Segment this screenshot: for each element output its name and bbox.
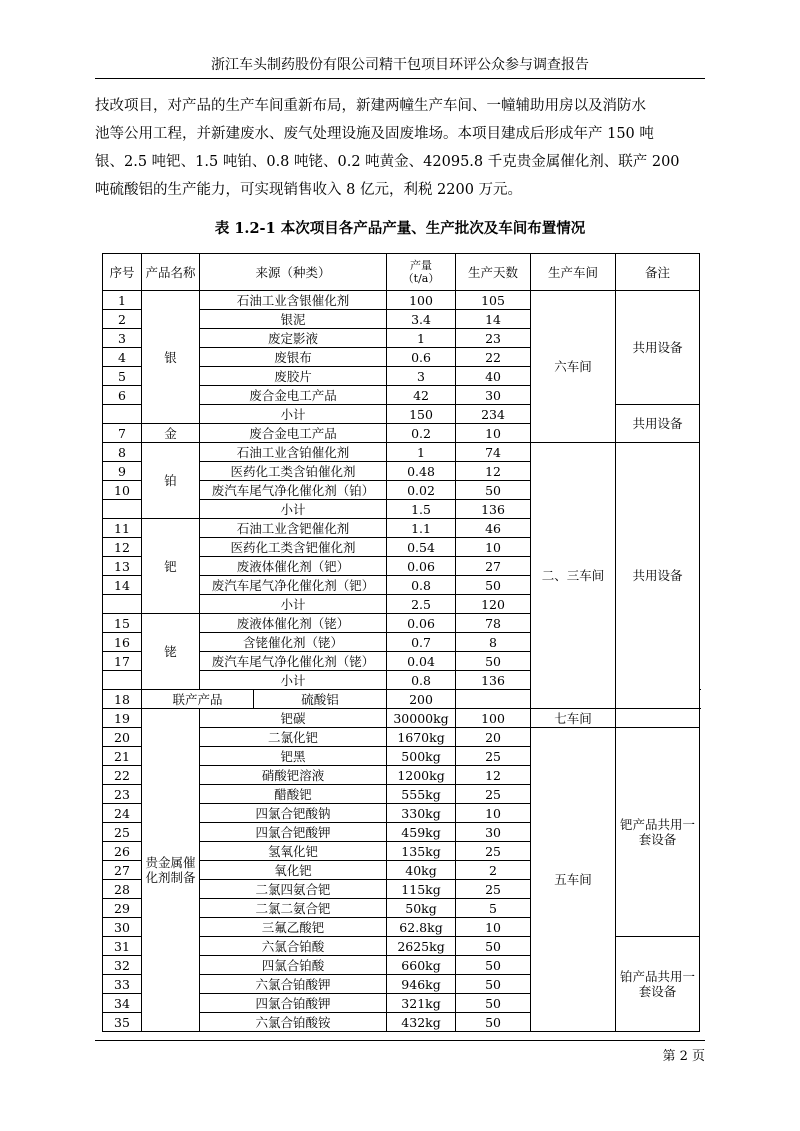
cell-days: 50 (456, 994, 531, 1013)
cell-output: 200 (387, 690, 456, 709)
cell-output: 1200kg (387, 766, 456, 785)
cell-no: 30 (103, 918, 142, 937)
cell-output: 0.06 (387, 614, 456, 633)
cell-source: 废汽车尾气净化催化剂（铑） (200, 652, 387, 671)
footer-rule (95, 1040, 705, 1041)
cell-days: 136 (456, 500, 531, 519)
cell-source: 废合金电工产品 (200, 424, 387, 443)
cell-no: 26 (103, 842, 142, 861)
cell-source: 废胶片 (200, 367, 387, 386)
cell-output: 135kg (387, 842, 456, 861)
cell-source: 石油工业含铂催化剂 (200, 443, 387, 462)
cell-product-group: 铑 (142, 614, 200, 690)
cell-no: 34 (103, 994, 142, 1013)
cell-source: 四氯合钯酸钾 (200, 823, 387, 842)
cell-product-group: 银 (142, 291, 200, 424)
header-cell-source: 来源（种类） (200, 254, 387, 291)
page-header: 浙江车头制药股份有限公司精干包项目环评公众参与调查报告 (211, 57, 589, 73)
cell-days: 25 (456, 785, 531, 804)
cell-workshop: 七车间 (531, 709, 616, 728)
cell-no: 23 (103, 785, 142, 804)
cell-days: 40 (456, 367, 531, 386)
cell-source: 银泥 (200, 310, 387, 329)
cell-source: 钯黑 (200, 747, 387, 766)
cell-output: 555kg (387, 785, 456, 804)
cell-no: 27 (103, 861, 142, 880)
cell-output: 946kg (387, 975, 456, 994)
cell-no: 28 (103, 880, 142, 899)
cell-product-group: 联产产品 (142, 690, 254, 709)
cell-source: 六氯合铂酸钾 (200, 975, 387, 994)
cell-output: 459kg (387, 823, 456, 842)
cell-output: 660kg (387, 956, 456, 975)
header-cell-product: 产品名称 (142, 254, 200, 291)
cell-no: 19 (103, 709, 142, 728)
cell-product-group: 钯 (142, 519, 200, 614)
cell-days: 50 (456, 1013, 531, 1032)
production-table (102, 253, 700, 1032)
cell-days: 10 (456, 804, 531, 823)
header-cell-workshop: 生产车间 (531, 254, 616, 291)
cell-source: 废合金电工产品 (200, 386, 387, 405)
paragraph-line: 技改项目，对产品的生产车间重新布局，新建两幢生产车间、一幢辅助用房以及消防水 (95, 98, 646, 114)
cell-product-group: 贵金属催化剂制备 (142, 709, 200, 1032)
cell-source: 醋酸钯 (200, 785, 387, 804)
cell-workshop: 五车间 (531, 728, 616, 1032)
cell-workshop: 六车间 (531, 291, 616, 443)
cell-no: 9 (103, 462, 142, 481)
cell-output: 100 (387, 291, 456, 310)
paragraph-line: 银、2.5 吨钯、1.5 吨铂、0.8 吨铑、0.2 吨黄金、42095.8 千克贵金属催化剂、联产 200 (95, 154, 680, 170)
cell-output: 1 (387, 443, 456, 462)
cell-output: 62.8kg (387, 918, 456, 937)
cell-output: 50kg (387, 899, 456, 918)
cell-output: 40kg (387, 861, 456, 880)
cell-source: 医药化工类含钯催化剂 (200, 538, 387, 557)
cell-source: 二氯二氨合钯 (200, 899, 387, 918)
cell-no: 18 (103, 690, 142, 709)
cell-days: 74 (456, 443, 531, 462)
cell-remark: 共用设备 (616, 405, 700, 443)
cell-no: 17 (103, 652, 142, 671)
cell-days: 78 (456, 614, 531, 633)
cell-source: 二氯四氨合钯 (200, 880, 387, 899)
cell-source: 废液体催化剂（钯） (200, 557, 387, 576)
cell-days: 120 (456, 595, 531, 614)
cell-output: 321kg (387, 994, 456, 1013)
cell-output: 1670kg (387, 728, 456, 747)
cell-days: 12 (456, 462, 531, 481)
paragraph-line: 吨硫酸铝的生产能力，可实现销售收入 8 亿元，利税 2200 万元。 (95, 182, 523, 198)
cell-no: 6 (103, 386, 142, 405)
cell-source: 六氯合铂酸 (200, 937, 387, 956)
cell-workshop: 二、三车间 (531, 443, 616, 709)
cell-remark: 钯产品共用一套设备 (616, 728, 700, 937)
table-row (103, 291, 700, 310)
cell-source: 石油工业含钯催化剂 (200, 519, 387, 538)
cell-output: 0.02 (387, 481, 456, 500)
cell-source: 小计 (200, 671, 387, 690)
cell-no: 1 (103, 291, 142, 310)
cell-source: 废定影液 (200, 329, 387, 348)
cell-days: 25 (456, 880, 531, 899)
cell-no: 5 (103, 367, 142, 386)
cell-no (103, 595, 142, 614)
cell-output: 2625kg (387, 937, 456, 956)
cell-no: 25 (103, 823, 142, 842)
cell-output: 432kg (387, 1013, 456, 1032)
cell-days: 10 (456, 424, 531, 443)
cell-days: 20 (456, 728, 531, 747)
cell-no: 13 (103, 557, 142, 576)
cell-output: 30000kg (387, 709, 456, 728)
header-rule (95, 78, 705, 79)
cell-no: 16 (103, 633, 142, 652)
cell-no: 10 (103, 481, 142, 500)
output-unit: （t/a） (402, 272, 440, 285)
cell-output: 0.54 (387, 538, 456, 557)
cell-days: 2 (456, 861, 531, 880)
cell-no: 4 (103, 348, 142, 367)
cell-source: 废汽车尾气净化催化剂（钯） (200, 576, 387, 595)
cell-product-group: 金 (142, 424, 200, 443)
cell-no: 11 (103, 519, 142, 538)
cell-no: 33 (103, 975, 142, 994)
table-row (103, 709, 700, 728)
cell-no: 3 (103, 329, 142, 348)
cell-days (456, 690, 531, 709)
cell-output: 0.04 (387, 652, 456, 671)
cell-no: 31 (103, 937, 142, 956)
cell-days: 25 (456, 747, 531, 766)
cell-no: 32 (103, 956, 142, 975)
page-number: 第 2 页 (662, 1049, 705, 1064)
cell-source: 四氯合铂酸钾 (200, 994, 387, 1013)
cell-source: 废液体催化剂（铑） (200, 614, 387, 633)
cell-output: 0.8 (387, 671, 456, 690)
cell-days: 23 (456, 329, 531, 348)
cell-days: 12 (456, 766, 531, 785)
cell-no: 2 (103, 310, 142, 329)
cell-output: 500kg (387, 747, 456, 766)
cell-remark (616, 709, 700, 728)
table-caption: 表 1.2-1 本次项目各产品产量、生产批次及车间布置情况 (214, 220, 586, 237)
cell-remark: 铂产品共用一套设备 (616, 937, 700, 1032)
cell-days: 10 (456, 918, 531, 937)
cell-output: 0.2 (387, 424, 456, 443)
cell-no: 15 (103, 614, 142, 633)
cell-source: 医药化工类含铂催化剂 (200, 462, 387, 481)
cell-days: 5 (456, 899, 531, 918)
cell-days: 234 (456, 405, 531, 424)
cell-source: 氧化钯 (200, 861, 387, 880)
cell-output: 0.48 (387, 462, 456, 481)
cell-days: 30 (456, 386, 531, 405)
cell-source: 硝酸钯溶液 (200, 766, 387, 785)
cell-no (103, 671, 142, 690)
table-row (103, 443, 700, 462)
cell-output: 0.8 (387, 576, 456, 595)
cell-days: 50 (456, 937, 531, 956)
cell-output: 0.06 (387, 557, 456, 576)
cell-no: 12 (103, 538, 142, 557)
cell-days: 50 (456, 576, 531, 595)
cell-output: 3.4 (387, 310, 456, 329)
body-paragraph (95, 92, 707, 204)
cell-source: 小计 (200, 405, 387, 424)
cell-no (103, 405, 142, 424)
cell-source: 含铑催化剂（铑） (200, 633, 387, 652)
cell-no: 35 (103, 1013, 142, 1032)
cell-no (103, 500, 142, 519)
cell-output: 1.5 (387, 500, 456, 519)
cell-days: 22 (456, 348, 531, 367)
cell-source: 四氯合铂酸 (200, 956, 387, 975)
cell-days: 136 (456, 671, 531, 690)
cell-days: 50 (456, 481, 531, 500)
cell-days: 50 (456, 652, 531, 671)
cell-output: 150 (387, 405, 456, 424)
cell-source: 废汽车尾气净化催化剂（铂） (200, 481, 387, 500)
cell-days: 14 (456, 310, 531, 329)
cell-output: 330kg (387, 804, 456, 823)
cell-days: 10 (456, 538, 531, 557)
header-cell-remark: 备注 (616, 254, 700, 291)
header-cell-output (387, 254, 456, 291)
cell-source: 硫酸铝 (254, 690, 387, 709)
cell-source: 小计 (200, 595, 387, 614)
header-cell-no: 序号 (103, 254, 142, 291)
cell-days: 105 (456, 291, 531, 310)
cell-days: 100 (456, 709, 531, 728)
cell-source: 四氯合钯酸钠 (200, 804, 387, 823)
cell-source: 三氟乙酸钯 (200, 918, 387, 937)
cell-days: 50 (456, 956, 531, 975)
cell-source: 氢氧化钯 (200, 842, 387, 861)
cell-source: 石油工业含银催化剂 (200, 291, 387, 310)
table-header-row (103, 254, 700, 291)
cell-output: 2.5 (387, 595, 456, 614)
cell-source: 废银布 (200, 348, 387, 367)
cell-output: 3 (387, 367, 456, 386)
cell-days: 25 (456, 842, 531, 861)
cell-no: 21 (103, 747, 142, 766)
cell-days: 30 (456, 823, 531, 842)
cell-no: 29 (103, 899, 142, 918)
cell-no: 14 (103, 576, 142, 595)
cell-source: 小计 (200, 500, 387, 519)
cell-product-group: 铂 (142, 443, 200, 519)
paragraph-line: 池等公用工程，并新建废水、废气处理设施及固废堆场。本项目建成后形成年产 150 吨 (95, 126, 654, 142)
cell-days: 46 (456, 519, 531, 538)
cell-output: 1.1 (387, 519, 456, 538)
cell-output: 42 (387, 386, 456, 405)
cell-days: 8 (456, 633, 531, 652)
cell-output: 1 (387, 329, 456, 348)
cell-no: 20 (103, 728, 142, 747)
cell-remark: 共用设备 (616, 443, 700, 709)
cell-no: 24 (103, 804, 142, 823)
cell-days: 50 (456, 975, 531, 994)
cell-output: 115kg (387, 880, 456, 899)
cell-output: 0.6 (387, 348, 456, 367)
cell-no: 22 (103, 766, 142, 785)
output-label: 产量 (410, 259, 433, 272)
cell-remark: 共用设备 (616, 291, 700, 405)
cell-output: 0.7 (387, 633, 456, 652)
header-cell-days: 生产天数 (456, 254, 531, 291)
cell-source: 二氯化钯 (200, 728, 387, 747)
cell-no: 8 (103, 443, 142, 462)
cell-no: 7 (103, 424, 142, 443)
cell-source: 钯碳 (200, 709, 387, 728)
cell-source: 六氯合铂酸铵 (200, 1013, 387, 1032)
cell-days: 27 (456, 557, 531, 576)
